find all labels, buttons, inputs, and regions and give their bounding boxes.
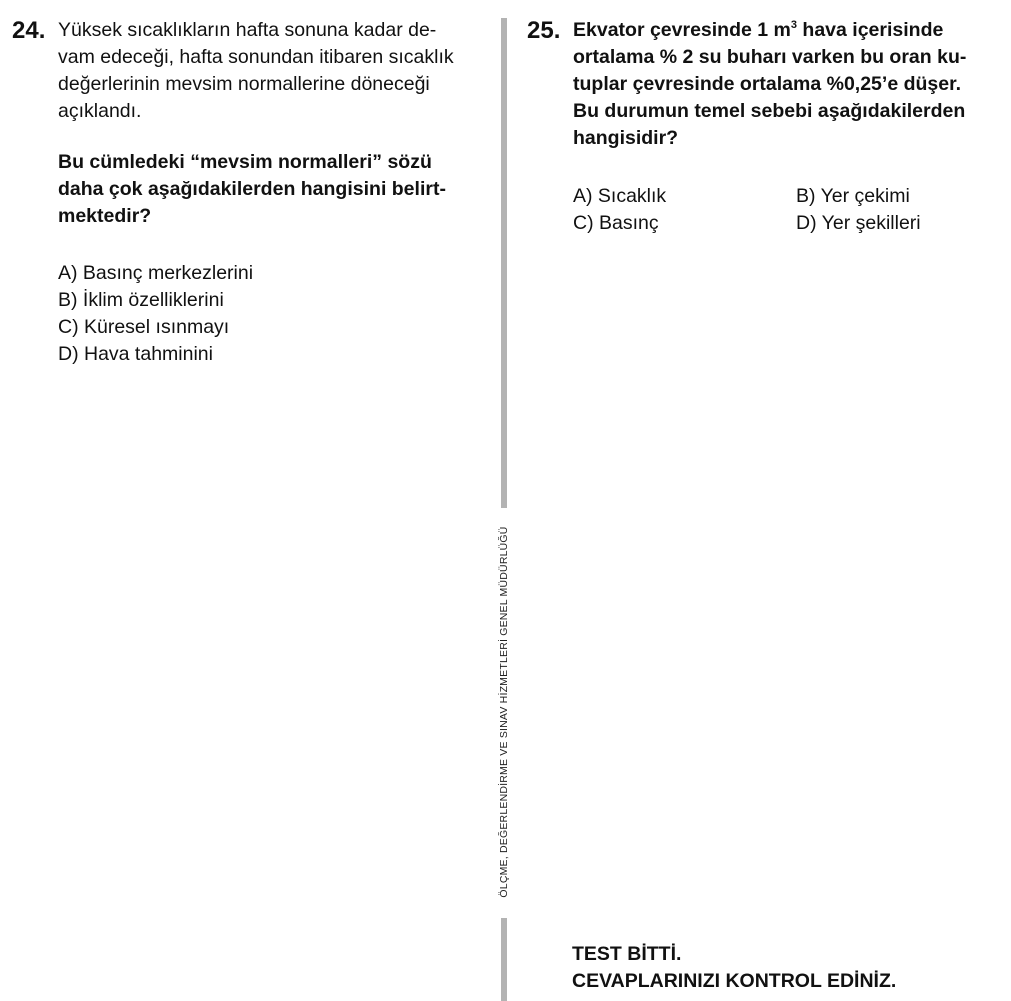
question-24-option-b[interactable]: B) İklim özelliklerini bbox=[58, 289, 224, 311]
question-25-option-c[interactable]: C) Basınç bbox=[573, 212, 659, 234]
column-divider-bottom bbox=[501, 918, 507, 1001]
question-25-option-d[interactable]: D) Yer şekilleri bbox=[796, 212, 921, 234]
question-24-stem-line: Yüksek sıcaklıkların hafta sonuna kadar de- bbox=[58, 19, 437, 41]
question-25-stem-line bbox=[573, 17, 966, 44]
question-25-stem-line: hangisidir? bbox=[573, 127, 679, 149]
question-24-prompt-line: mektedir? bbox=[58, 205, 152, 227]
question-24-number: 24. bbox=[12, 17, 46, 44]
question-25-option-b[interactable]: B) Yer çekimi bbox=[796, 185, 910, 207]
column-divider-top bbox=[501, 18, 507, 508]
question-24-prompt-line: daha çok aşağıdakilerden hangisini belirt- bbox=[58, 178, 446, 200]
question-25-stem-line: tuplar çevresinde ortalama %0,25’e düşer. bbox=[573, 73, 962, 95]
question-24-prompt-line: Bu cümledeki “mevsim normalleri” sözü bbox=[58, 151, 432, 173]
question-25-stem bbox=[573, 17, 966, 152]
test-end-line2: CEVAPLARINIZI KONTROL EDİNİZ. bbox=[572, 970, 897, 992]
question-24-option-a[interactable]: A) Basınç merkezlerini bbox=[58, 262, 254, 284]
question-24-stem-line: vam edeceği, hafta sonundan itibaren sıcaklık bbox=[58, 46, 454, 68]
question-24-prompt bbox=[58, 149, 446, 230]
test-end-line1: TEST BİTTİ. bbox=[572, 943, 682, 965]
question-25-line1-b: hava içerisinde bbox=[797, 19, 944, 41]
publisher-sidebar-text: ÖLÇME, DEĞERLENDİRME VE SINAV HİZMETLERİ GENEL MÜDÜRLÜĞÜ bbox=[498, 526, 510, 898]
question-24-option-c[interactable]: C) Küresel ısınmayı bbox=[58, 316, 230, 338]
question-25-stem-line: ortalama % 2 su buharı varken bu oran ku- bbox=[573, 46, 967, 68]
question-25-option-a[interactable]: A) Sıcaklık bbox=[573, 185, 667, 207]
question-25-number: 25. bbox=[527, 17, 561, 44]
question-25-stem-line: Bu durumun temel sebebi aşağıdakilerden bbox=[573, 100, 966, 122]
question-24-option-d[interactable]: D) Hava tahminini bbox=[58, 343, 213, 365]
question-24-stem-line: açıklandı. bbox=[58, 100, 142, 122]
question-24-stem-line: değerlerinin mevsim normallerine döneceği bbox=[58, 73, 430, 95]
question-24-stem bbox=[58, 17, 454, 125]
question-25-line1-a: Ekvator çevresinde 1 m bbox=[573, 19, 791, 41]
test-end-notice bbox=[572, 941, 896, 995]
superscript-three: 3 bbox=[790, 19, 797, 31]
